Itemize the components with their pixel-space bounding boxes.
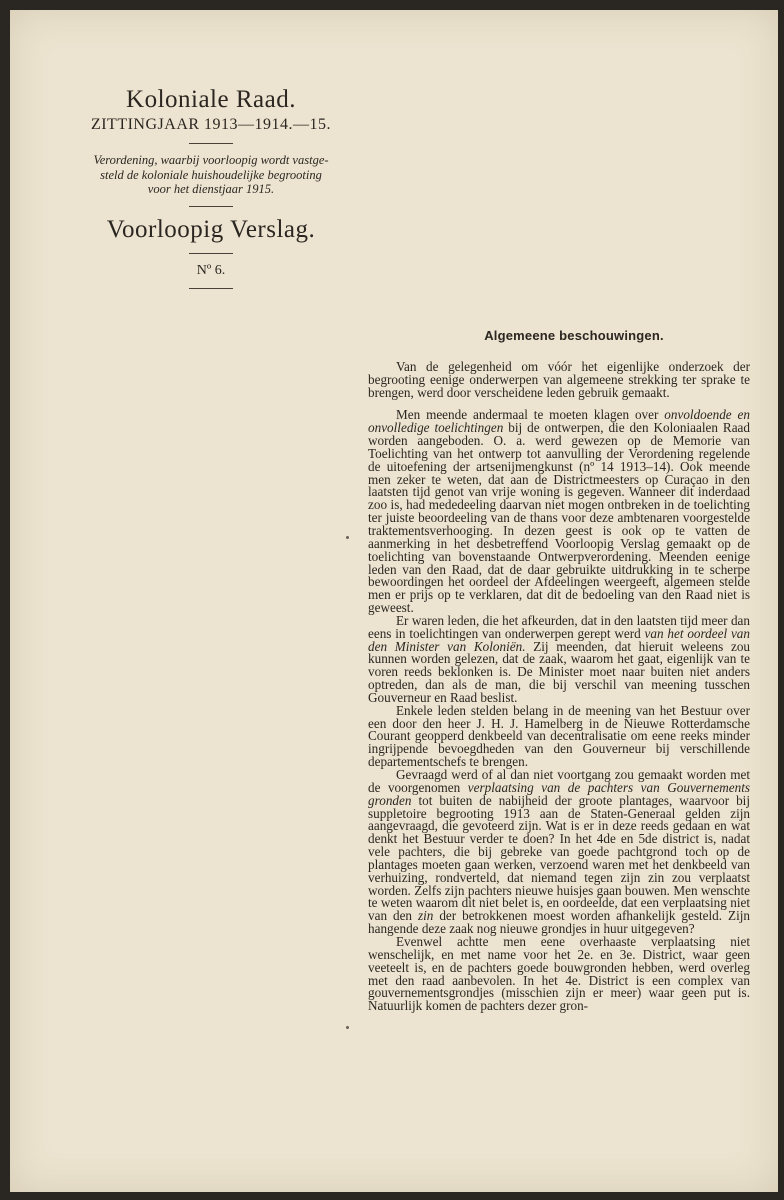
divider [189,206,233,207]
emphasis-text: onvoldoende en onvolledige toelichtingen [368,407,751,436]
paragraph-text: Gevraagd werd of al dan niet voortgang zou gemaakt worden met de voorgenomen [368,767,750,795]
report-number: Nº 6. [196,262,226,278]
council-title: Koloniale Raad. [126,86,296,113]
paragraph: Enkele leden stelden belang in de meening van het Bestuur over een door den heer J. H. J. Hamelberg in de Nieuwe Rotterdamsche Courant geopperd denkbeeld van decentralisatie om eene reeks minder ingrijpende bevoegdheden van den Gouverneur bij verschillende departementschefs te brengen. [368,702,750,770]
session-year: ZITTINGJAAR 1913—1914.—15. [90,116,332,133]
ordinance-description [71,153,351,197]
paragraph-text: tot buiten de nabijheid der groote plantages, waarvoor bij suppletoire begrooting 1913 aan de Staten-Generaal gelden zijn aangevraagd, die gevoteerd zijn. Wat is er in deze reeds gedaan en wat denkt het Bestuur verder te doen? In het 4de en 5de district is, nadat vele pachters, die bij gebreke van goede pachtgrond toch op de plantages moeten gaan werken, verzoend waren met het denkbeeld van verhuizing, rondverteld, dat niemand tegen zijn zin zou verplaatst worden. Zelfs zijn pachters nieuwe huisjes gaan bouwen. Men wenschte te weten waarom dit niet belet is, en oordeelde, dat een verplaatsing niet van den [368,792,750,924]
paragraph [368,409,750,615]
ordinance-line: Verordening, waarbij voorloopig wordt vastge- [93,153,329,167]
report-title: Voorloopig Verslag. [106,215,316,243]
paragraph-text: Zij meenden, dat hieruit weleens zou kunnen worden gelezen, dat de zaak, waarom het gaat, eigenlijk van te voren reeds beklonken is. De Minister moet naar buiten niet anders optreden, dan als de man, die bij verschil van meening tusschen Gouverneur en Raad beslist. [368,638,751,705]
title-block [66,80,356,298]
paragraph: Evenwel achtte men eene overhaaste verplaatsing niet wenschelijk, en met name voor het 2e. en 3e. District, waar geen veeteelt is, en de pachters goede bouwgronden hebben, werd overleg met den raad aanbevolen. In het 4e. District is een complex van gouvernementsgrondjes (misschien zijn er meer) waar geen put is. Natuurlijk komen de pachters dezer gron- [368,933,750,1014]
document-page [10,10,778,1192]
margin-mark [346,536,349,539]
paragraph: Van de gelegenheid om vóór het eigenlijke onderzoek der begrooting eenige onderwerpen van algemeene strekking ter sprake te brengen, werd door verscheidene leden gebruik gemaakt. [368,358,750,400]
paragraph-text: Er waren leden, die het afkeurden, dat in den laatsten tijd meer dan eens in toelichtingen van onderwerpen gerept werd [368,612,750,641]
body-text [368,330,750,1013]
ordinance-line: voor het dienstjaar 1915. [147,182,275,196]
paragraph-text: der betrokkenen moest worden afhankelijk gesteld. Zijn hangende deze zaak nog nieuwe grondjes in huur uitgegeven? [368,908,750,937]
emphasis-text: zin [417,908,434,924]
paragraph-text: Men meende andermaal te moeten klagen over [396,407,665,423]
divider [189,253,233,254]
divider [189,288,233,289]
emphasis-text: verplaatsing van de pachters van Gouvernements gronden [368,779,750,808]
section-heading: Algemeene beschouwingen. [484,328,664,343]
paragraph [368,612,751,705]
margin-mark [346,1026,349,1029]
emphasis-text: van het oordeel van den Minister van Koloniën. [368,625,750,654]
paragraph-text: bij de ontwerpen, die den Koloniaalen Raad worden aangeboden. O. a. werd gewezen op de Memorie van Toelichting van het ontwerp tot aanvulling der Verordening regelende de uitoefening der artsenijmengkunst (nº 14 1913–14). Ook meende men zeker te weten, dat aan de Districtmeesters op Curaçao in den laatsten tijd genot van vrije woning is gegeven. Wanneer dit inderdaad zoo is, had mededeeling daarvan niet mogen ontbreken in de toelichting ter juiste beoordeeling van de thans voor deze ambtenaren voorgestelde traktementsverhooging. In dezen geest is ook op te vatten de aanmerking in het desbetreffend Voorloopig Verslag gemaakt op de toelichting van bovenstaande Ontwerpverordening. Meenden eenige leden van den Raad, dat de daar gebruikte uitdrukking in te scherpe bewoordingen het oordeel der Afdeelingen weergeeft, algemeen stelde men er prijs op te verklaren, dat dit de bedoeling van den Raad niet is geweest. [368,420,750,616]
divider [189,143,233,144]
paragraph [368,769,750,936]
ordinance-line: steld de koloniale huishoudelijke begrooting [100,167,322,182]
